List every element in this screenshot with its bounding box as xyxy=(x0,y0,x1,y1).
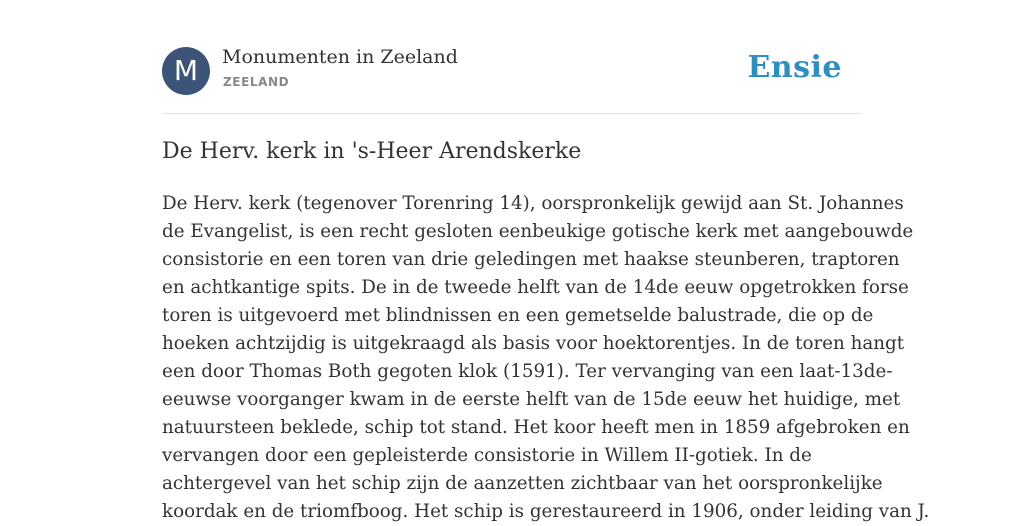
article-body xyxy=(162,190,930,526)
article-line: de Evangelist, is een recht gesloten eenbeukige gotische kerk met aangebouwde xyxy=(162,221,914,242)
header-divider xyxy=(162,113,862,114)
site-header xyxy=(162,46,862,96)
article-line: koordak en de triomfboog. Het schip is gerestaureerd in 1906, onder leiding van J. xyxy=(162,501,930,522)
article-line: natuursteen beklede, schip tot stand. Het koor heeft men in 1859 afgebroken en xyxy=(162,417,910,438)
article-line: een door Thomas Both gegoten klok (1591). Ter vervanging van een laat-13de- xyxy=(162,361,893,382)
article-line: De Herv. kerk (tegenover Torenring 14), oorspronkelijk gewijd aan St. Johannes xyxy=(162,193,904,214)
article-line: eeuwse voorganger kwam in de eerste helft van de 15de eeuw het huidige, met xyxy=(162,389,901,410)
article-line: hoeken achtzijdig is uitgekraagd als basis voor hoektorentjes. In de toren hangt xyxy=(162,333,905,354)
article-line: vervangen door een gepleisterde consistorie in Willem II-gotiek. In de xyxy=(162,445,812,466)
avatar[interactable]: M xyxy=(162,47,210,95)
article-line: consistorie en een toren van drie geledingen met haakse steunberen, traptoren xyxy=(162,249,900,270)
article-line: en achtkantige spits. De in de tweede helft van de 14de eeuw opgetrokken forse xyxy=(162,277,909,298)
article-heading: De Herv. kerk in 's-Heer Arendskerke xyxy=(162,139,582,164)
collection-title[interactable]: Monumenten in Zeeland xyxy=(222,46,458,68)
article-line: achtergevel van het schip zijn de aanzetten zichtbaar van het oorspronkelijke xyxy=(162,473,883,494)
article-line: toren is uitgevoerd met blindnissen en een gemetselde balustrade, die op de xyxy=(162,305,874,326)
ensie-logo[interactable]: Ensie xyxy=(747,50,842,85)
region-label: ZEELAND xyxy=(223,75,290,89)
